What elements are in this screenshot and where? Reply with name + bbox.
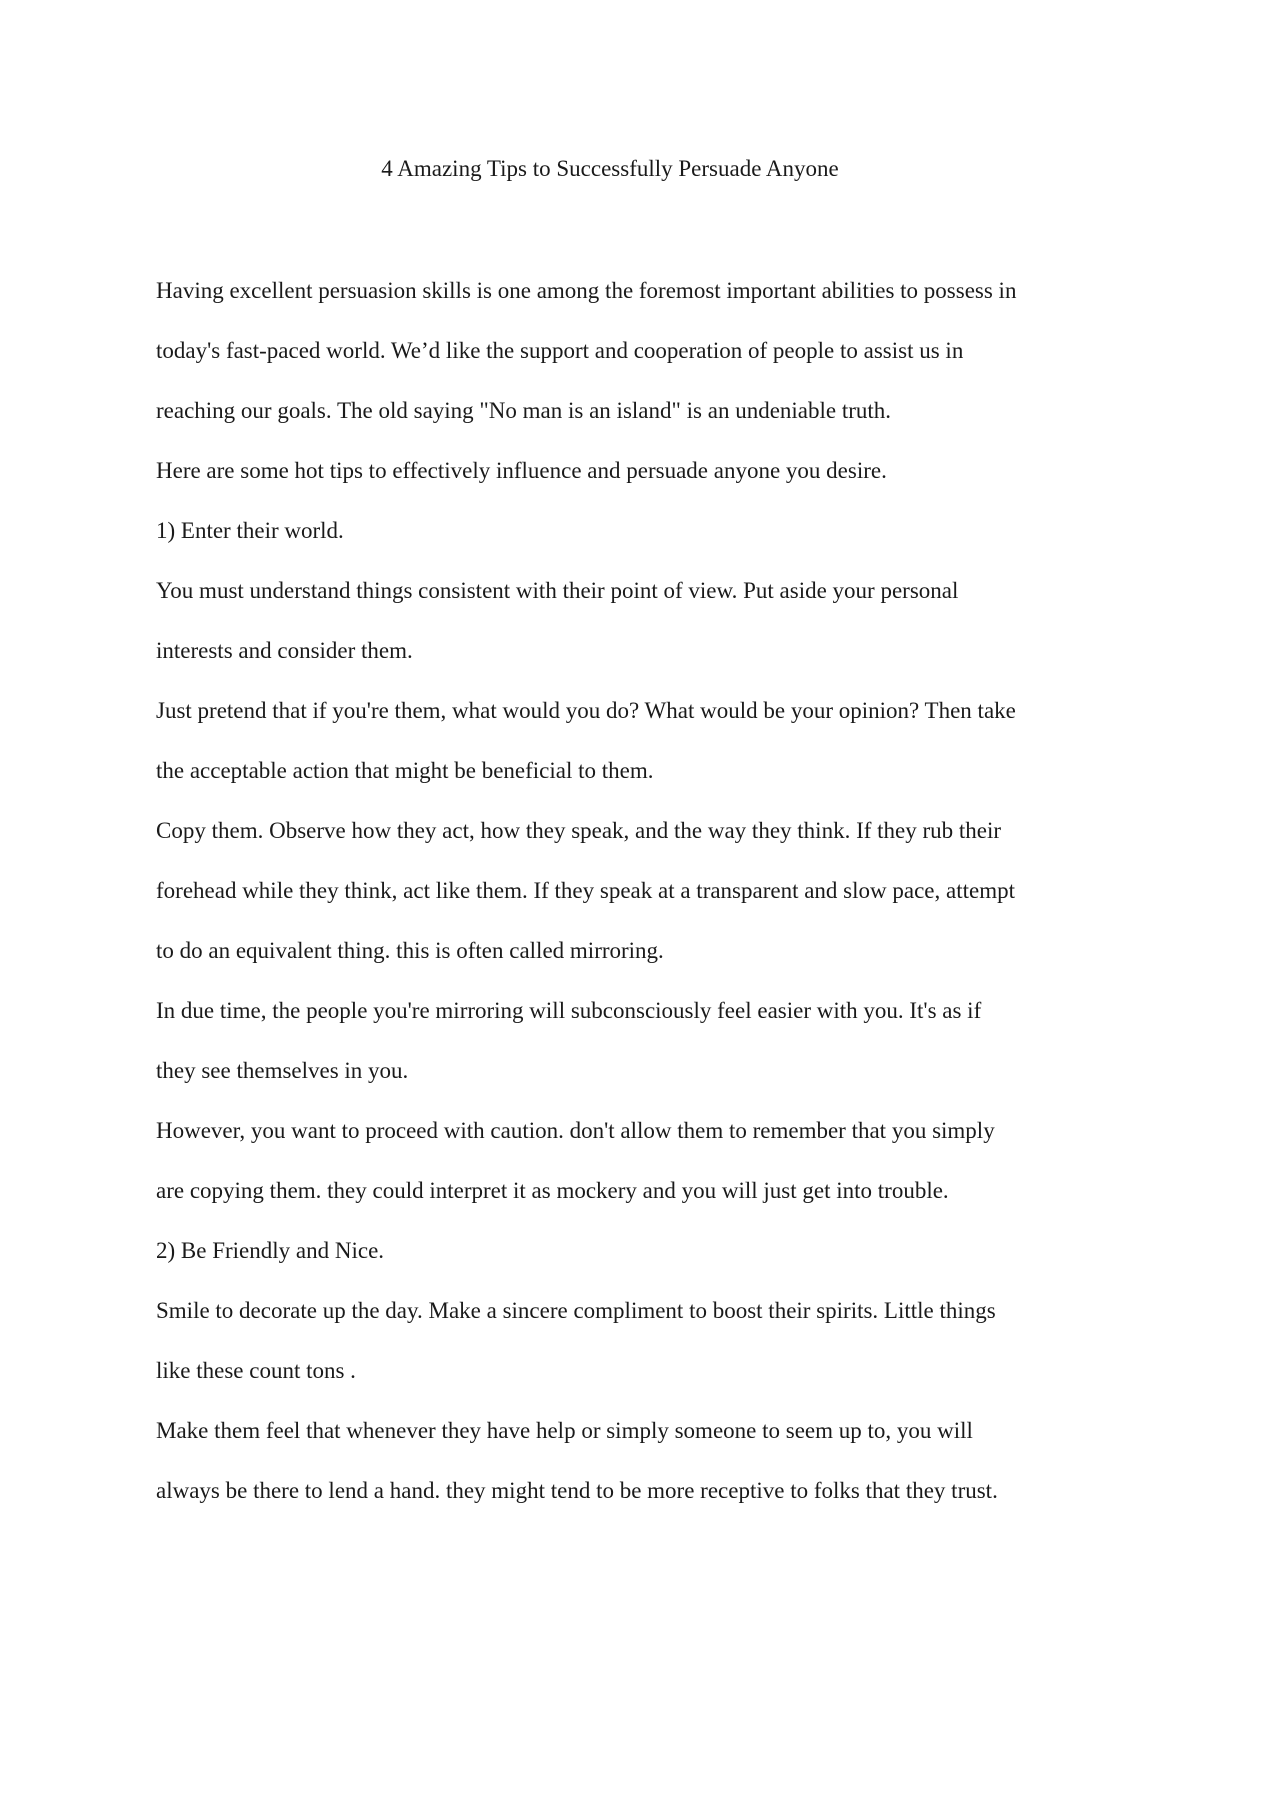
- section-heading: 2) Be Friendly and Nice.: [156, 1238, 385, 1263]
- text-line: Just pretend that if you're them, what would you do? What would be your opinion? Then take: [156, 698, 1016, 723]
- section-heading: 1) Enter their world.: [156, 518, 344, 543]
- text-line: Copy them. Observe how they act, how they speak, and the way they think. If they rub their: [156, 818, 1002, 843]
- document-body: [156, 272, 1156, 1532]
- text-line: Here are some hot tips to effectively influence and persuade anyone you desire.: [156, 458, 887, 483]
- text-line: like these count tons .: [156, 1358, 356, 1383]
- text-line: forehead while they think, act like them. If they speak at a transparent and slow pace, attempt: [156, 878, 1015, 903]
- text-line: always be there to lend a hand. they might tend to be more receptive to folks that they trust.: [156, 1478, 998, 1503]
- text-line: Make them feel that whenever they have help or simply someone to seem up to, you will: [156, 1418, 973, 1443]
- text-line: to do an equivalent thing. this is often called mirroring.: [156, 938, 664, 963]
- text-line: Having excellent persuasion skills is one among the foremost important abilities to possess in: [156, 278, 1017, 303]
- text-line: the acceptable action that might be beneficial to them.: [156, 758, 654, 783]
- text-line: However, you want to proceed with caution. don't allow them to remember that you simply: [156, 1118, 995, 1143]
- document-title: 4 Amazing Tips to Successfully Persuade Anyone: [381, 156, 839, 181]
- text-line: reaching our goals. The old saying "No man is an island" is an undeniable truth.: [156, 398, 892, 423]
- text-line: today's fast-paced world. We’d like the support and cooperation of people to assist us in: [156, 338, 964, 363]
- text-line: interests and consider them.: [156, 638, 413, 663]
- text-line: In due time, the people you're mirroring will subconsciously feel easier with you. It's as if: [156, 998, 982, 1023]
- text-line: are copying them. they could interpret it as mockery and you will just get into trouble.: [156, 1178, 949, 1203]
- text-line: You must understand things consistent with their point of view. Put aside your personal: [156, 578, 959, 603]
- text-line: they see themselves in you.: [156, 1058, 409, 1083]
- text-line: Smile to decorate up the day. Make a sincere compliment to boost their spirits. Little things: [156, 1298, 996, 1323]
